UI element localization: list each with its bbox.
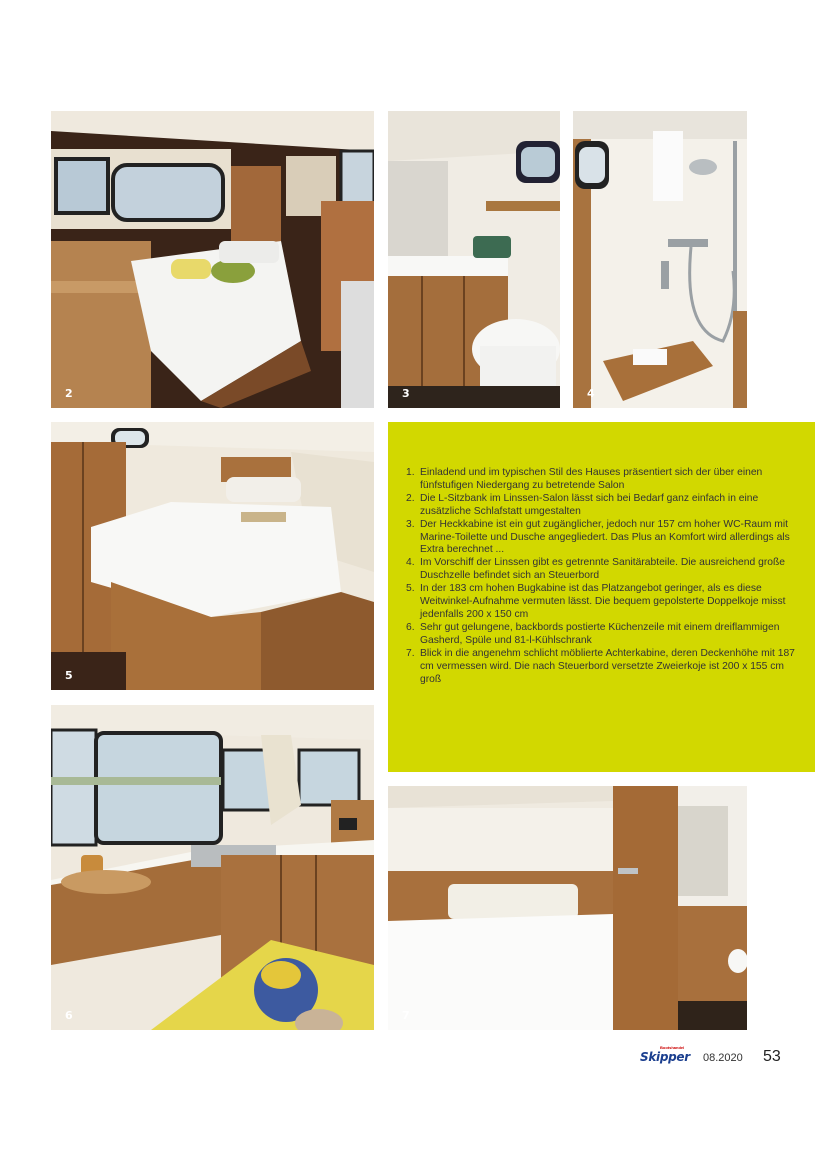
caption-item: 1. Einladend und im typischen Stil des Hauses präsentiert sich der über einen fünfstufigen Niedergang zu betretende Salon xyxy=(406,467,763,491)
caption-box xyxy=(388,422,815,772)
caption-item: 4. Im Vorschiff der Linssen gibt es getrennte Sanitärabteile. Die ausreichend große Duschzelle befindet sich an Steuerbord xyxy=(406,557,785,582)
photo-aft-cabin xyxy=(388,786,747,1030)
caption-item: 5. In der 183 cm hohen Bugkabine ist das Platzangebot geringer, als es diese Weitwinkel-Aufnahme vermuten lässt. Die bequem gepolsterte Doppelkoje misst jedenfalls 200 x 150 cm xyxy=(406,583,786,620)
page-footer xyxy=(640,1045,800,1070)
issue-date: 08.2020 xyxy=(703,1052,743,1064)
photo-number: 2 xyxy=(65,387,73,400)
magazine-logo: Skipper xyxy=(640,1050,690,1064)
magazine-brand-tagline: Bootshandel xyxy=(660,1045,685,1050)
photo-number: 3 xyxy=(402,387,410,400)
page-number: 53 xyxy=(763,1048,781,1065)
photo-salon-bed xyxy=(51,111,374,408)
photo-number: 6 xyxy=(65,1009,73,1022)
caption-list xyxy=(406,467,801,686)
photo-shower xyxy=(573,111,747,408)
photo-number: 7 xyxy=(402,1009,410,1022)
photo-galley xyxy=(51,705,374,1030)
photo-number: 4 xyxy=(587,387,595,400)
photo-number: 5 xyxy=(65,669,73,682)
caption-item: 3. Der Heckkabine ist ein gut zugänglicher, jedoch nur 157 cm hoher WC-Raum mit Marine-Toilette und Dusche angegliedert. Das Plus an Komfort wird allerdings als Extra berechnet ... xyxy=(406,518,790,556)
photo-wc-room xyxy=(388,111,560,408)
caption-item: 7. Blick in die angenehm schlicht möblierte Achterkabine, deren Deckenhöhe mit 187 cm vermessen wird. Die nach Steuerbord versetzte Zweierkoje ist 200 x 155 cm groß xyxy=(406,647,795,685)
caption-item: 6. Sehr gut gelungene, backbords postierte Küchenzeile mit einem dreiflammigen Gasherd, Spüle und 81-l-Kühlschrank xyxy=(406,621,780,646)
photo-bow-cabin xyxy=(51,422,374,690)
caption-item: 2. Die L-Sitzbank im Linssen-Salon lässt sich bei Bedarf ganz einfach in eine zusätzliche Schlafstatt umgestalten xyxy=(406,492,759,517)
